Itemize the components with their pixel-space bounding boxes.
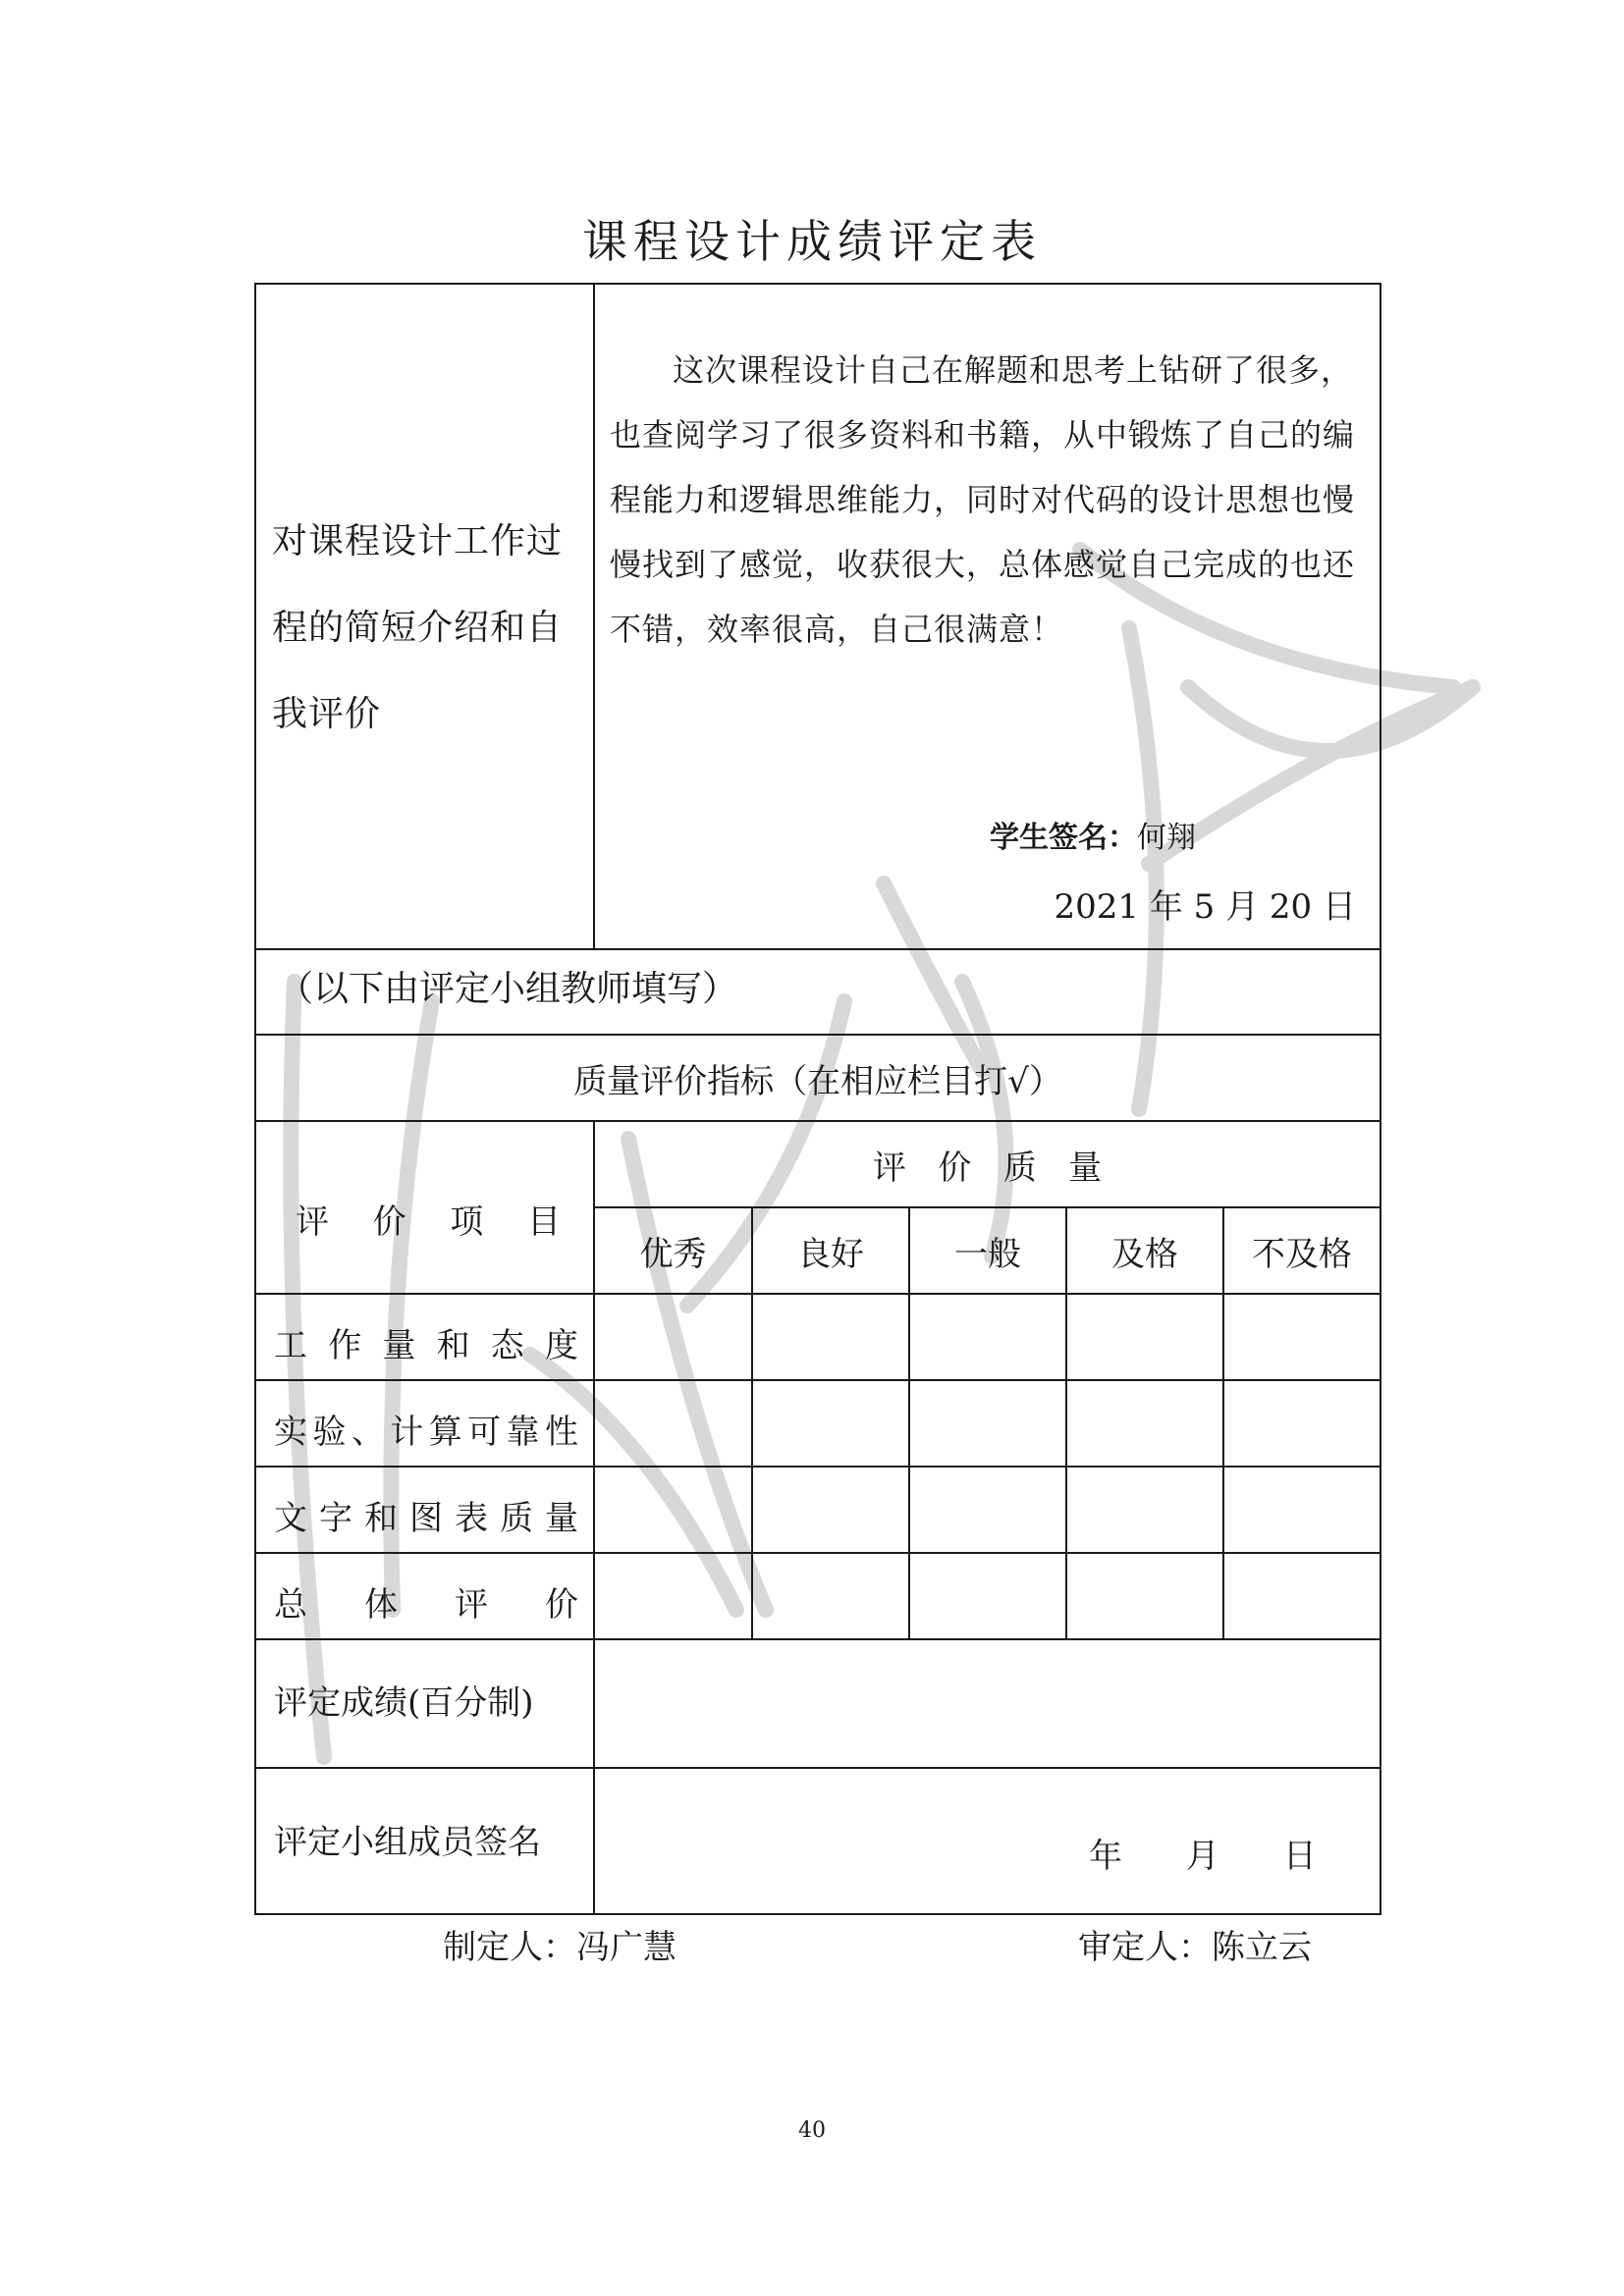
rule-self-eval-bottom	[256, 948, 1380, 950]
rule-committee-top	[256, 1767, 1380, 1769]
rule-self-eval-divider	[593, 285, 595, 950]
rule-row-2-top	[256, 1379, 1380, 1381]
evaluation-quality-header: 评 价 质 量	[872, 1148, 1103, 1188]
row-experiment-reliability: 实 验 、 计 算 可 靠 性	[274, 1413, 578, 1452]
committee-date: 年 月 日	[1089, 1837, 1317, 1876]
evaluation-form	[254, 283, 1381, 1915]
student-signature-label: 学生签名：	[990, 821, 1137, 855]
teacher-note: （以下由评定小组教师填写）	[278, 969, 738, 1009]
committee-label: 评定小组成员签名	[274, 1823, 541, 1862]
student-signature-name: 何翔	[1137, 821, 1196, 855]
row-text-chart-quality: 文 字 和 图 表 质 量	[274, 1499, 578, 1538]
quality-header: 质量评价指标（在相应栏目打√）	[573, 1061, 1062, 1101]
row-overall-evaluation: 总 体 评 价	[274, 1585, 578, 1625]
rule-grade-top	[256, 1638, 1380, 1640]
rule-row-4-top	[256, 1552, 1380, 1554]
self-evaluation-text: 这次课程设计自己在解题和思考上钻研了很多，也查阅学习了很多资料和书籍，从中锻炼了自己的编程能力和逻辑思维能力，同时对代码的设计思想也慢慢找到了感觉，收获很大，总体感觉自己完成的也还不错，效率很高，自己很满意！	[610, 351, 1356, 648]
footer-maker: 制定人：冯广慧	[443, 1928, 677, 1967]
footer-reviewer: 审定人：陈立云	[1078, 1928, 1312, 1967]
row-workload-attitude: 工 作 量 和 态 度	[274, 1326, 578, 1365]
page-number: 40	[798, 2118, 826, 2143]
self-evaluation-label: 对课程设计工作过程的简短介绍和自我评价	[272, 521, 564, 734]
page-title: 课程设计成绩评定表	[582, 215, 1042, 268]
level-excellent: 优秀	[639, 1234, 707, 1274]
level-fail: 不及格	[1252, 1234, 1352, 1274]
evaluation-item-header: 评 价 项 目	[296, 1202, 561, 1242]
level-average: 一般	[954, 1234, 1021, 1274]
level-good: 良好	[797, 1234, 864, 1274]
student-signature	[990, 813, 1196, 856]
level-pass: 及格	[1111, 1234, 1178, 1274]
rule-row-3-top	[256, 1466, 1380, 1468]
student-date: 2021 年 5 月 20 日	[1054, 887, 1356, 927]
grade-label: 评定成绩(百分制)	[274, 1683, 534, 1723]
rule-row-1-top	[256, 1293, 1380, 1295]
